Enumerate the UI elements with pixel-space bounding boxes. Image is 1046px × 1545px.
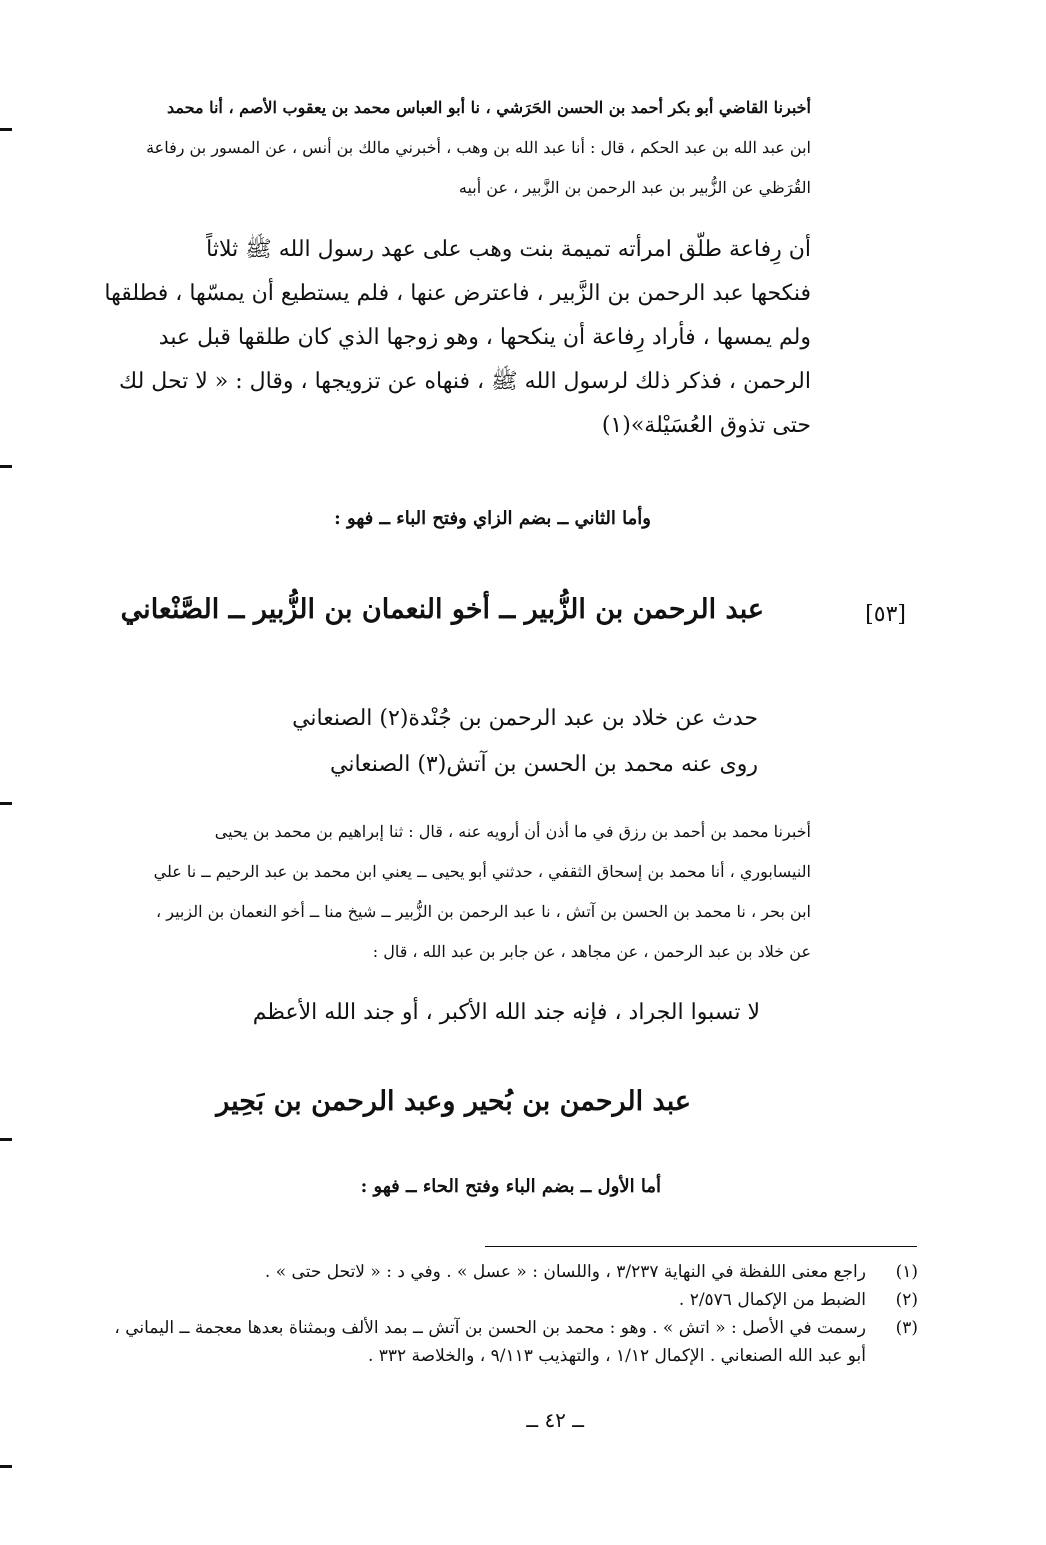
isnad-line: ابن بحر ، نا محمد بن الحسن بن آتش ، نا عبد الرحمن بن الزُّبير ــ شيخ منا ــ أخو النعمان بن الزبير ، xyxy=(156,902,811,921)
narrated-by: روى عنه محمد بن الحسن بن آتش(٣) الصنعاني xyxy=(330,752,758,777)
isnad-line: أخبرنا القاضي أبو بكر أحمد بن الحسن الحَرَشي ، نا أبو العباس محمد بن يعقوب الأصم ، أنا محمد xyxy=(166,98,811,117)
margin-mark xyxy=(0,465,12,468)
footnote-text: أبو عبد الله الصنعاني . الإكمال ١/١٢ ، والتهذيب ٩/١١٣ ، والخلاصة ٣٣٢ . xyxy=(367,1346,866,1366)
margin-mark xyxy=(0,1465,12,1468)
footnote xyxy=(114,1314,918,1370)
hadith-text xyxy=(91,228,811,448)
footnote-text: راجع معنى اللفظة في النهاية ٣/٢٣٧ ، واللسان : « عسل » . وفي د : « لاتحل حتى » . xyxy=(264,1262,866,1282)
footnote xyxy=(118,1258,918,1286)
footnotes xyxy=(114,1258,918,1370)
hadith-line: الرحمن ، فذكر ذلك لرسول الله ﷺ ، فنهاه عن تزويجها ، وقال : « لا تحل لك xyxy=(119,369,811,394)
margin-mark xyxy=(0,1138,12,1141)
footnote xyxy=(118,1286,918,1314)
footnote-text: الضبط من الإكمال ٢/٥٧٦ . xyxy=(678,1290,866,1310)
narrated-from: حدث عن خلاد بن عبد الرحمن بن جُنْدة(٢) الصنعاني xyxy=(292,706,758,731)
footnote-divider xyxy=(485,1246,917,1247)
footnote-number: (٣) xyxy=(895,1318,918,1338)
section-intro: أما الأول ــ بضم الباء وفتح الحاء ــ فهو : xyxy=(360,1176,661,1197)
isnad-line: القُرَظي عن الزُّبير بن عبد الرحمن بن الزَّبير ، عن أبيه xyxy=(458,178,811,197)
footnote-text: رسمت في الأصل : « اتش » . وهو : محمد بن الحسن بن آتش ــ بمد الألف وبمثناة بعدها معجمة ــ اليماني ، xyxy=(114,1318,866,1338)
isnad-block xyxy=(91,88,811,208)
isnad-block xyxy=(91,812,811,972)
narration-info xyxy=(292,696,758,788)
entry-heading: عبد الرحمن بن بُحير وعبد الرحمن بن بَحِير xyxy=(216,1086,691,1117)
footnote-number: (١) xyxy=(895,1262,918,1282)
hadith-line: أن رِفاعة طلّق امرأته تميمة بنت وهب على عهد رسول الله ﷺ ثلاثاً xyxy=(206,237,811,262)
margin-mark xyxy=(0,128,12,131)
isnad-line: أخبرنا محمد بن أحمد بن رزق في ما أذن أن أرويه عنه ، قال : ثنا إبراهيم بن محمد بن يحيى xyxy=(214,822,811,841)
margin-mark xyxy=(0,802,12,805)
footnote-number: (٢) xyxy=(895,1290,918,1310)
page-number: ــ ٤٢ ــ xyxy=(526,1408,584,1432)
entry-number: [٥٣] xyxy=(865,602,906,627)
isnad-line: ابن عبد الله بن عبد الحكم ، قال : أنا عبد الله بن وهب ، أخبرني مالك بن أنس ، عن المسور بن رفاعة xyxy=(146,138,811,157)
hadith-text: لا تسبوا الجراد ، فإنه جند الله الأكبر ، أو جند الله الأعظم xyxy=(252,1000,760,1025)
section-intro: وأما الثاني ــ بضم الزاي وفتح الباء ــ فهو : xyxy=(334,508,651,529)
hadith-line: ولم يمسها ، فأراد رِفاعة أن ينكحها ، وهو زوجها الذي كان طلقها قبل عبد xyxy=(158,325,811,350)
isnad-line: عن خلاد بن عبد الرحمن ، عن مجاهد ، عن جابر بن عبد الله ، قال : xyxy=(372,942,811,961)
hadith-line: حتى تذوق العُسَيْلة»(١) xyxy=(601,413,811,438)
hadith-line: فنكحها عبد الرحمن بن الزَّبير ، فاعترض عنها ، فلم يستطيع أن يمسّها ، فطلقها xyxy=(104,281,811,306)
entry-title: عبد الرحمن بن الزُّبير ــ أخو النعمان بن الزُّبير ــ الصَّنْعاني xyxy=(120,594,764,625)
isnad-line: النيسابوري ، أنا محمد بن إسحاق الثقفي ، حدثني أبو يحيى ــ يعني ابن محمد بن عبد الرحيم ــ نا علي xyxy=(153,862,811,881)
